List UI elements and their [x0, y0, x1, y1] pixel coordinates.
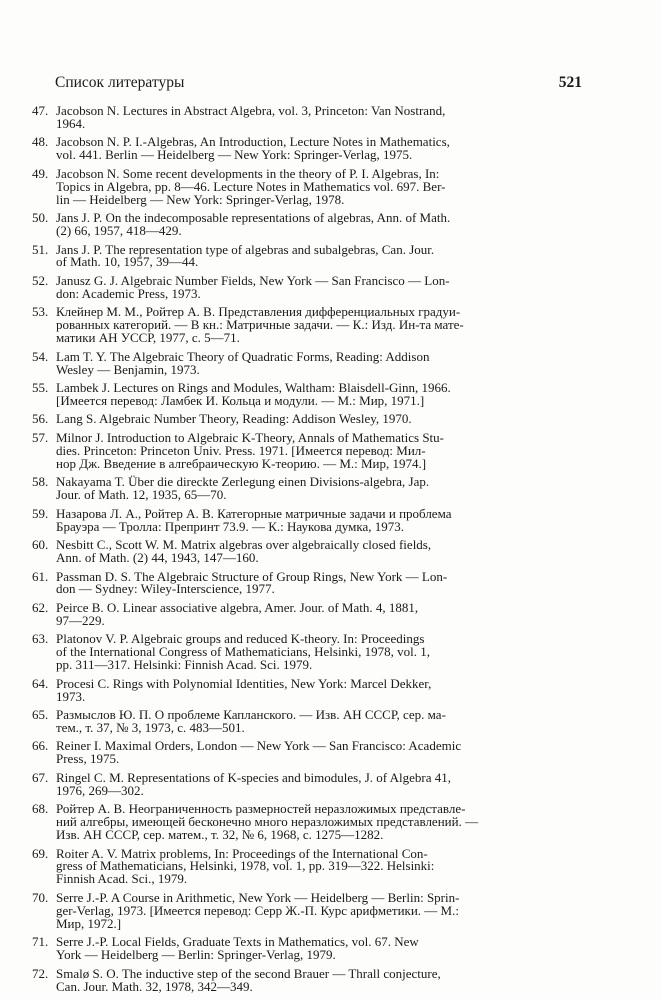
- reference-number: 66.: [32, 738, 49, 754]
- reference-line: матики АН УССР, 1977, с. 5—71.: [56, 330, 240, 346]
- reference-item: [32, 505, 588, 534]
- reference-number: 69.: [32, 845, 49, 861]
- reference-text: [56, 803, 588, 842]
- reference-line: Ройтер А. В. Неограниченность размерностей неразложимых представле-: [56, 801, 466, 817]
- reference-item: [32, 429, 588, 471]
- reference-item: [32, 165, 588, 207]
- reference-item: [32, 633, 588, 672]
- reference-item: [32, 889, 588, 931]
- reference-number: 70.: [32, 889, 49, 905]
- reference-text: [56, 539, 588, 565]
- reference-text: [56, 769, 588, 798]
- reference-line: Finnish Acad. Sci., 1979.: [56, 871, 188, 887]
- reference-item: [32, 709, 588, 735]
- reference-text: [56, 936, 588, 962]
- reference-item: [32, 272, 588, 301]
- reference-line: Platonov V. P. Algebraic groups and reduced K-theory. In: Proceedings: [56, 631, 425, 647]
- reference-line: Изв. АН СССР, сер. матем., т. 32, № 6, 1968, с. 1275—1282.: [56, 827, 384, 843]
- reference-text: [56, 599, 588, 628]
- reference-text: [56, 429, 588, 471]
- reference-item: [32, 568, 588, 597]
- reference-line: 1973.: [56, 688, 86, 704]
- reference-number: 52.: [32, 272, 49, 288]
- reference-number: 59.: [32, 505, 49, 521]
- reference-line: Jans J. P. On the indecomposable representations of algebras, Ann. of Math.: [56, 210, 451, 226]
- reference-line: Serre J.-P. Local Fields, Graduate Texts in Mathematics, vol. 67. New: [56, 934, 419, 950]
- reference-number: 55.: [32, 380, 49, 396]
- reference-number: 65.: [32, 707, 49, 723]
- reference-text: [56, 105, 588, 131]
- reference-line: Serre J.-P. A Course in Arithmetic, New York — Heidelberg — Berlin: Sprin-: [56, 889, 460, 905]
- reference-line: Jans J. P. The representation type of algebras and subalgebras, Can. Jour.: [56, 241, 435, 257]
- reference-line: Topics in Algebra, pp. 8—46. Lecture Notes in Mathematics vol. 697. Ber-: [56, 178, 446, 194]
- reference-number: 48.: [32, 134, 49, 150]
- reference-line: тем., т. 37, № 3, 1973, с. 483—501.: [56, 719, 245, 735]
- reference-line: Reiner I. Maximal Orders, London — New York — San Francisco: Academic: [56, 738, 462, 754]
- reference-number: 51.: [32, 241, 49, 257]
- reference-line: Jacobson N. Some recent developments in the theory of P. I. Algebras, In:: [56, 165, 440, 181]
- reference-item: [32, 241, 588, 270]
- reference-line: Lambek J. Lectures on Rings and Modules, Waltham: Blaisdell-Ginn, 1966.: [56, 380, 451, 396]
- reference-line: pp. 311—317. Helsinki: Finnish Acad. Sci. 1979.: [56, 657, 313, 673]
- reference-item: [32, 845, 588, 887]
- reference-item: [32, 136, 588, 162]
- reference-line: Janusz G. J. Algebraic Number Fields, New York — San Francisco — Lon-: [56, 272, 450, 288]
- reference-line: lin — Heidelberg — New York: Springer-Verlag, 1978.: [56, 191, 345, 207]
- reference-line: Брауэра — Тролла: Препринт 73.9. — К.: Наукова думка, 1973.: [56, 518, 404, 534]
- page-number: 521: [558, 74, 582, 91]
- reference-line: Roiter A. V. Matrix problems, In: Proceedings of the International Con-: [56, 845, 428, 861]
- reference-text: [56, 740, 588, 766]
- reference-line: Lam T. Y. The Algebraic Theory of Quadratic Forms, Reading: Addison: [56, 348, 430, 364]
- reference-text: [56, 136, 588, 162]
- reference-text: [56, 165, 588, 207]
- reference-line: Jacobson N. P. I.-Algebras, An Introduction, Lecture Notes in Mathematics,: [56, 134, 450, 150]
- reference-line: Peirce B. O. Linear associative algebra, Amer. Jour. of Math. 4, 1881,: [56, 599, 419, 615]
- reference-text: [56, 272, 588, 301]
- reference-item: [32, 413, 588, 426]
- reference-line: Press, 1975.: [56, 751, 120, 767]
- reference-line: Ringel C. M. Representations of K-species and bimodules, J. of Algebra 41,: [56, 769, 451, 785]
- reference-number: 67.: [32, 769, 49, 785]
- reference-list: [32, 105, 588, 999]
- reference-number: 53.: [32, 304, 49, 320]
- reference-line: Nesbitt C., Scott W. M. Matrix algebras over algebraically closed fields,: [56, 537, 432, 553]
- reference-line: gress of Mathematicians, Helsinki, 1978, vol. 1, pp. 319—322. Helsinki:: [56, 858, 435, 874]
- reference-line: Nakayama T. Über die direckte Zerlegung einen Divisions-algebra, Jap.: [56, 474, 430, 490]
- reference-number: 68.: [32, 801, 49, 817]
- reference-item: [32, 965, 588, 994]
- reference-line: vol. 441. Berlin — Heidelberg — New York: Springer-Verlag, 1975.: [56, 147, 413, 163]
- reference-line: 1976, 269—302.: [56, 782, 144, 798]
- reference-number: 54.: [32, 348, 49, 364]
- reference-line: Jacobson N. Lectures in Abstract Algebra, vol. 3, Princeton: Van Nostrand,: [56, 103, 446, 118]
- reference-line: dies. Princeton: Princeton Univ. Press. 1971. [Имеется перевод: Мил-: [56, 442, 426, 458]
- reference-item: [32, 769, 588, 798]
- reference-number: 47.: [32, 103, 49, 118]
- reference-item: [32, 476, 588, 502]
- reference-item: [32, 212, 588, 238]
- reference-number: 57.: [32, 429, 49, 445]
- reference-line: Milnor J. Introduction to Algebraic K-Theory, Annals of Mathematics Stu-: [56, 429, 445, 445]
- reference-text: [56, 845, 588, 887]
- reference-number: 64.: [32, 675, 49, 691]
- reference-text: [56, 965, 588, 994]
- reference-line: Procesi C. Rings with Polynomial Identities, New York: Marcel Dekker,: [56, 675, 432, 691]
- reference-text: [56, 348, 588, 377]
- reference-line: Can. Jour. Math. 32, 1978, 342—349.: [56, 978, 253, 994]
- reference-item: [32, 936, 588, 962]
- reference-line: Lang S. Algebraic Number Theory, Reading: Addison Wesley, 1970.: [56, 411, 412, 427]
- reference-item: [32, 675, 588, 704]
- reference-item: [32, 105, 588, 131]
- reference-line: ger-Verlag, 1973. [Имеется перевод: Серр Ж.-П. Курс арифметики. — М.:: [56, 902, 459, 918]
- reference-text: [56, 306, 588, 345]
- reference-line: Размыслов Ю. П. О проблеме Капланского. — Изв. АН СССР, сер. ма-: [56, 707, 446, 723]
- reference-line: Smalø S. O. The inductive step of the second Brauer — Thrall conjecture,: [56, 965, 441, 981]
- reference-line: don: Academic Press, 1973.: [56, 285, 201, 301]
- reference-line: of the International Congress of Mathematicians, Helsinki, 1978, vol. 1,: [56, 644, 431, 660]
- reference-line: Мир, 1972.]: [56, 915, 122, 931]
- reference-line: Wesley — Benjamin, 1973.: [56, 361, 200, 377]
- reference-line: рованных категорий. — В кн.: Матричные задачи. — К.: Изд. Ин-та мате-: [56, 317, 464, 333]
- reference-line: ний алгебры, имеющей бесконечно много неразложимых представлений. —: [56, 814, 479, 830]
- reference-line: York — Heidelberg — Berlin: Springer-Verlag, 1979.: [56, 947, 336, 963]
- reference-line: 1964.: [56, 115, 86, 131]
- reference-item: [32, 348, 588, 377]
- reference-line: Passman D. S. The Algebraic Structure of Group Rings, New York — Lon-: [56, 568, 448, 584]
- reference-text: [56, 382, 588, 408]
- reference-number: 60.: [32, 537, 49, 553]
- reference-line: Назарова Л. А., Ройтер А. В. Категорные матричные задачи и проблема: [56, 505, 452, 521]
- reference-text: [56, 709, 588, 735]
- reference-number: 50.: [32, 210, 49, 226]
- reference-item: [32, 803, 588, 842]
- reference-line: Jour. of Math. 12, 1935, 65—70.: [56, 487, 227, 503]
- reference-text: [56, 568, 588, 597]
- reference-text: [56, 476, 588, 502]
- reference-line: (2) 66, 1957, 418—429.: [56, 223, 182, 239]
- reference-number: 56.: [32, 411, 49, 427]
- reference-text: [56, 889, 588, 931]
- reference-number: 62.: [32, 599, 49, 615]
- reference-item: [32, 740, 588, 766]
- reference-text: [56, 505, 588, 534]
- reference-number: 58.: [32, 474, 49, 490]
- reference-item: [32, 382, 588, 408]
- reference-number: 63.: [32, 631, 49, 647]
- page-header: [55, 74, 582, 94]
- reference-line: нор Дж. Введение в алгебраическую K-теорию. — М.: Мир, 1974.]: [56, 455, 427, 471]
- reference-text: [56, 241, 588, 270]
- reference-number: 71.: [32, 934, 49, 950]
- reference-text: [56, 212, 588, 238]
- reference-number: 49.: [32, 165, 49, 181]
- running-title: Список литературы: [55, 74, 185, 91]
- reference-number: 61.: [32, 568, 49, 584]
- reference-line: [Имеется перевод: Ламбек И. Кольца и модули. — М.: Мир, 1971.]: [56, 392, 425, 408]
- reference-number: 72.: [32, 965, 49, 981]
- reference-item: [32, 599, 588, 628]
- reference-item: [32, 306, 588, 345]
- reference-text: [56, 413, 588, 426]
- reference-item: [32, 539, 588, 565]
- reference-text: [56, 675, 588, 704]
- reference-line: of Math. 10, 1957, 39—44.: [56, 254, 199, 270]
- reference-line: Ann. of Math. (2) 44, 1943, 147—160.: [56, 550, 259, 565]
- reference-text: [56, 633, 588, 672]
- reference-line: don — Sydney: Wiley-Interscience, 1977.: [56, 581, 275, 597]
- reference-line: 97—229.: [56, 612, 105, 628]
- reference-line: Клейнер М. М., Ройтер А. В. Представления дифференциальных градуи-: [56, 304, 461, 320]
